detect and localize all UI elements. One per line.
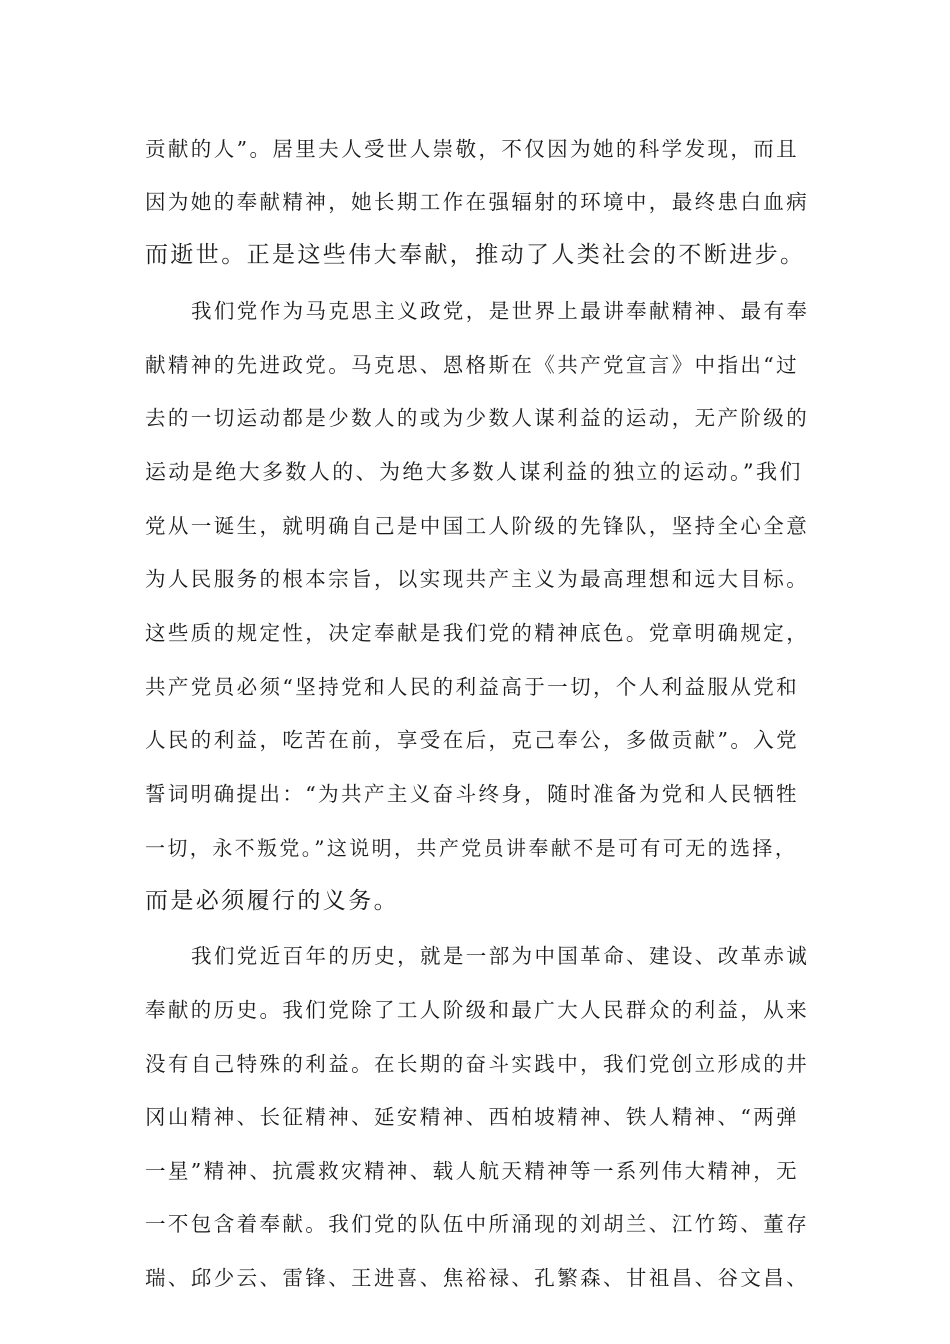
text-line: 冈山精神、长征精神、延安精神、西柏坡精神、铁人精神、“两弹 — [145, 1105, 800, 1129]
text-line: 共产党员必须“坚持党和人民的利益高于一切，个人利益服从党和 — [145, 675, 800, 699]
text-line: 党从一诞生，就明确自己是中国工人阶级的先锋队，坚持全心全意 — [145, 514, 810, 538]
text-line: 人民的利益，吃苦在前，享受在后，克己奉公，多做贡献”。入党 — [145, 728, 800, 752]
text-line: 瑞、邱少云、雷锋、王进喜、焦裕禄、孔繁森、甘祖昌、谷文昌、 — [145, 1266, 810, 1290]
text-line: 因为她的奉献精神，她长期工作在强辐射的环境中，最终患白血病 — [145, 190, 810, 214]
text-line: 没有自己特殊的利益。在长期的奋斗实践中，我们党创立形成的井 — [145, 1052, 810, 1076]
text-line: 奉献的历史。我们党除了工人阶级和最广大人民群众的利益，从来 — [145, 998, 810, 1022]
text-line: 誓词明确提出：“为共产主义奋斗终身，随时准备为党和人民牺牲 — [145, 782, 800, 806]
text-line: 贡献的人”。居里夫人受世人崇敬，不仅因为她的科学发现，而且 — [145, 137, 800, 161]
text-line: 去的一切运动都是少数人的或为少数人谋利益的运动，无产阶级的 — [145, 406, 810, 430]
text-line: 一切，永不叛党。”这说明，共产党员讲奉献不是可有可无的选择， — [145, 836, 798, 860]
paragraph-first-line: 我们党近百年的历史，就是一部为中国革命、建设、改革赤诚 — [191, 944, 810, 968]
text-line: 献精神的先进政党。马克思、恩格斯在《共产党宣言》中指出“过 — [145, 353, 800, 377]
text-line: 运动是绝大多数人的、为绝大多数人谋利益的独立的运动。”我们 — [145, 460, 803, 484]
text-line: 而是必须履行的义务。 — [145, 888, 399, 914]
text-line: 一星”精神、抗震救灾精神、载人航天精神等一系列伟大精神，无 — [145, 1159, 800, 1183]
text-line: 为人民服务的根本宗旨，以实现共产主义为最高理想和远大目标。 — [145, 567, 810, 591]
paragraph-first-line: 我们党作为马克思主义政党，是世界上最讲奉献精神、最有奉 — [191, 299, 810, 323]
text-line: 一不包含着奉献。我们党的队伍中所涌现的刘胡兰、江竹筠、董存 — [145, 1212, 810, 1236]
text-line: 而逝世。正是这些伟大奉献，推动了人类社会的不断进步。 — [145, 242, 806, 268]
text-line: 这些质的规定性，决定奉献是我们党的精神底色。党章明确规定， — [145, 621, 810, 645]
